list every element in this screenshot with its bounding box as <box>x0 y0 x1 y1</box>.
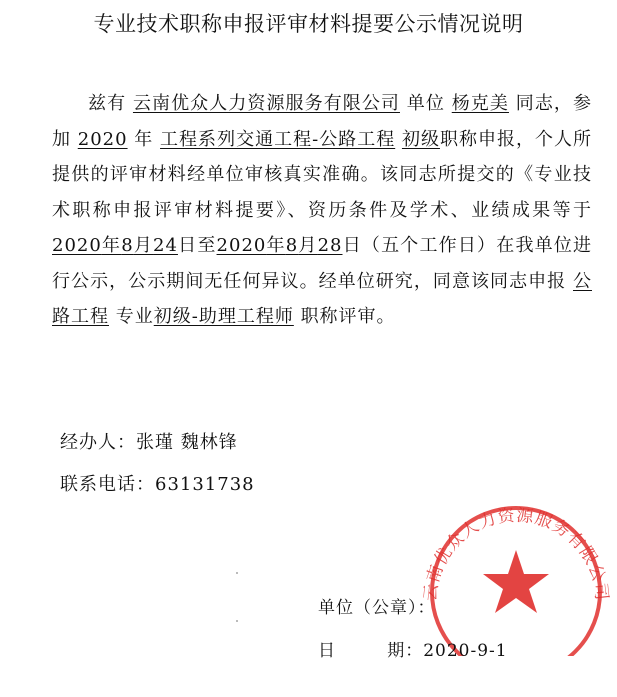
title-series: 工程系列交通工程-公路工程 <box>160 128 396 150</box>
text-segment: 职称申报，个人所提供的评审材料经单位审核真实准确。该同志所提交的《专业技术职称申报评审材料提要》、资历条件及学术、业绩成果等于 <box>52 128 592 221</box>
document-title: 专业技术职称申报评审材料提要公示情况说明 <box>93 12 524 36</box>
start-day: 24 <box>153 235 178 256</box>
date-value: 2020-9-1 <box>423 641 508 661</box>
text-segment: 同志，参加 <box>52 93 592 150</box>
scan-speck <box>236 620 238 622</box>
applicant-name: 杨克美 <box>451 93 509 114</box>
application-year: 2020 <box>77 128 128 150</box>
text-segment: 日（五个工作日）在我单位进行公示，公示期间无任何异议。经单位研究，同意该同志申报 <box>52 235 593 292</box>
text-segment: 兹有 <box>88 93 127 114</box>
handler-label: 经办人： <box>60 432 136 453</box>
official-seal <box>420 496 612 656</box>
text-segment: 单位 <box>406 93 445 114</box>
company-name: 云南优众人力资源服务有限公司 <box>132 93 400 114</box>
date-line <box>318 636 508 661</box>
text-segment: 年 <box>266 235 286 256</box>
text-segment: 月 <box>298 235 318 256</box>
statement-paragraph <box>52 86 592 335</box>
phone-number: 63131738 <box>155 474 255 495</box>
scan-speck <box>236 572 238 574</box>
start-month: 8 <box>121 235 134 256</box>
phone-line <box>60 470 255 496</box>
end-year: 2020 <box>216 235 267 256</box>
text-segment: 专业 <box>115 306 154 327</box>
text-segment: 日至 <box>177 235 217 256</box>
date-label: 日 期： <box>318 641 424 661</box>
phone-label: 联系电话： <box>60 474 155 495</box>
handler-line <box>60 428 238 454</box>
start-year: 2020 <box>52 235 102 256</box>
specialty: 公路工程 <box>52 270 592 327</box>
qualification: 初级-助理工程师 <box>153 306 294 327</box>
unit-seal-label: 单位（公章）： <box>318 598 436 618</box>
text-segment: 年 <box>101 235 122 256</box>
text-segment: 职称评审。 <box>300 306 396 327</box>
end-month: 8 <box>285 235 299 256</box>
text-segment: 年 <box>134 128 154 150</box>
end-day: 28 <box>317 235 343 256</box>
handler-names: 张瑾 魏林锋 <box>136 432 238 453</box>
seal-text: 云南优众人力资源服务有限公司 <box>420 505 612 603</box>
text-segment: 月 <box>133 235 154 256</box>
seal-star-icon <box>483 550 549 613</box>
title-level: 初级 <box>401 128 440 150</box>
